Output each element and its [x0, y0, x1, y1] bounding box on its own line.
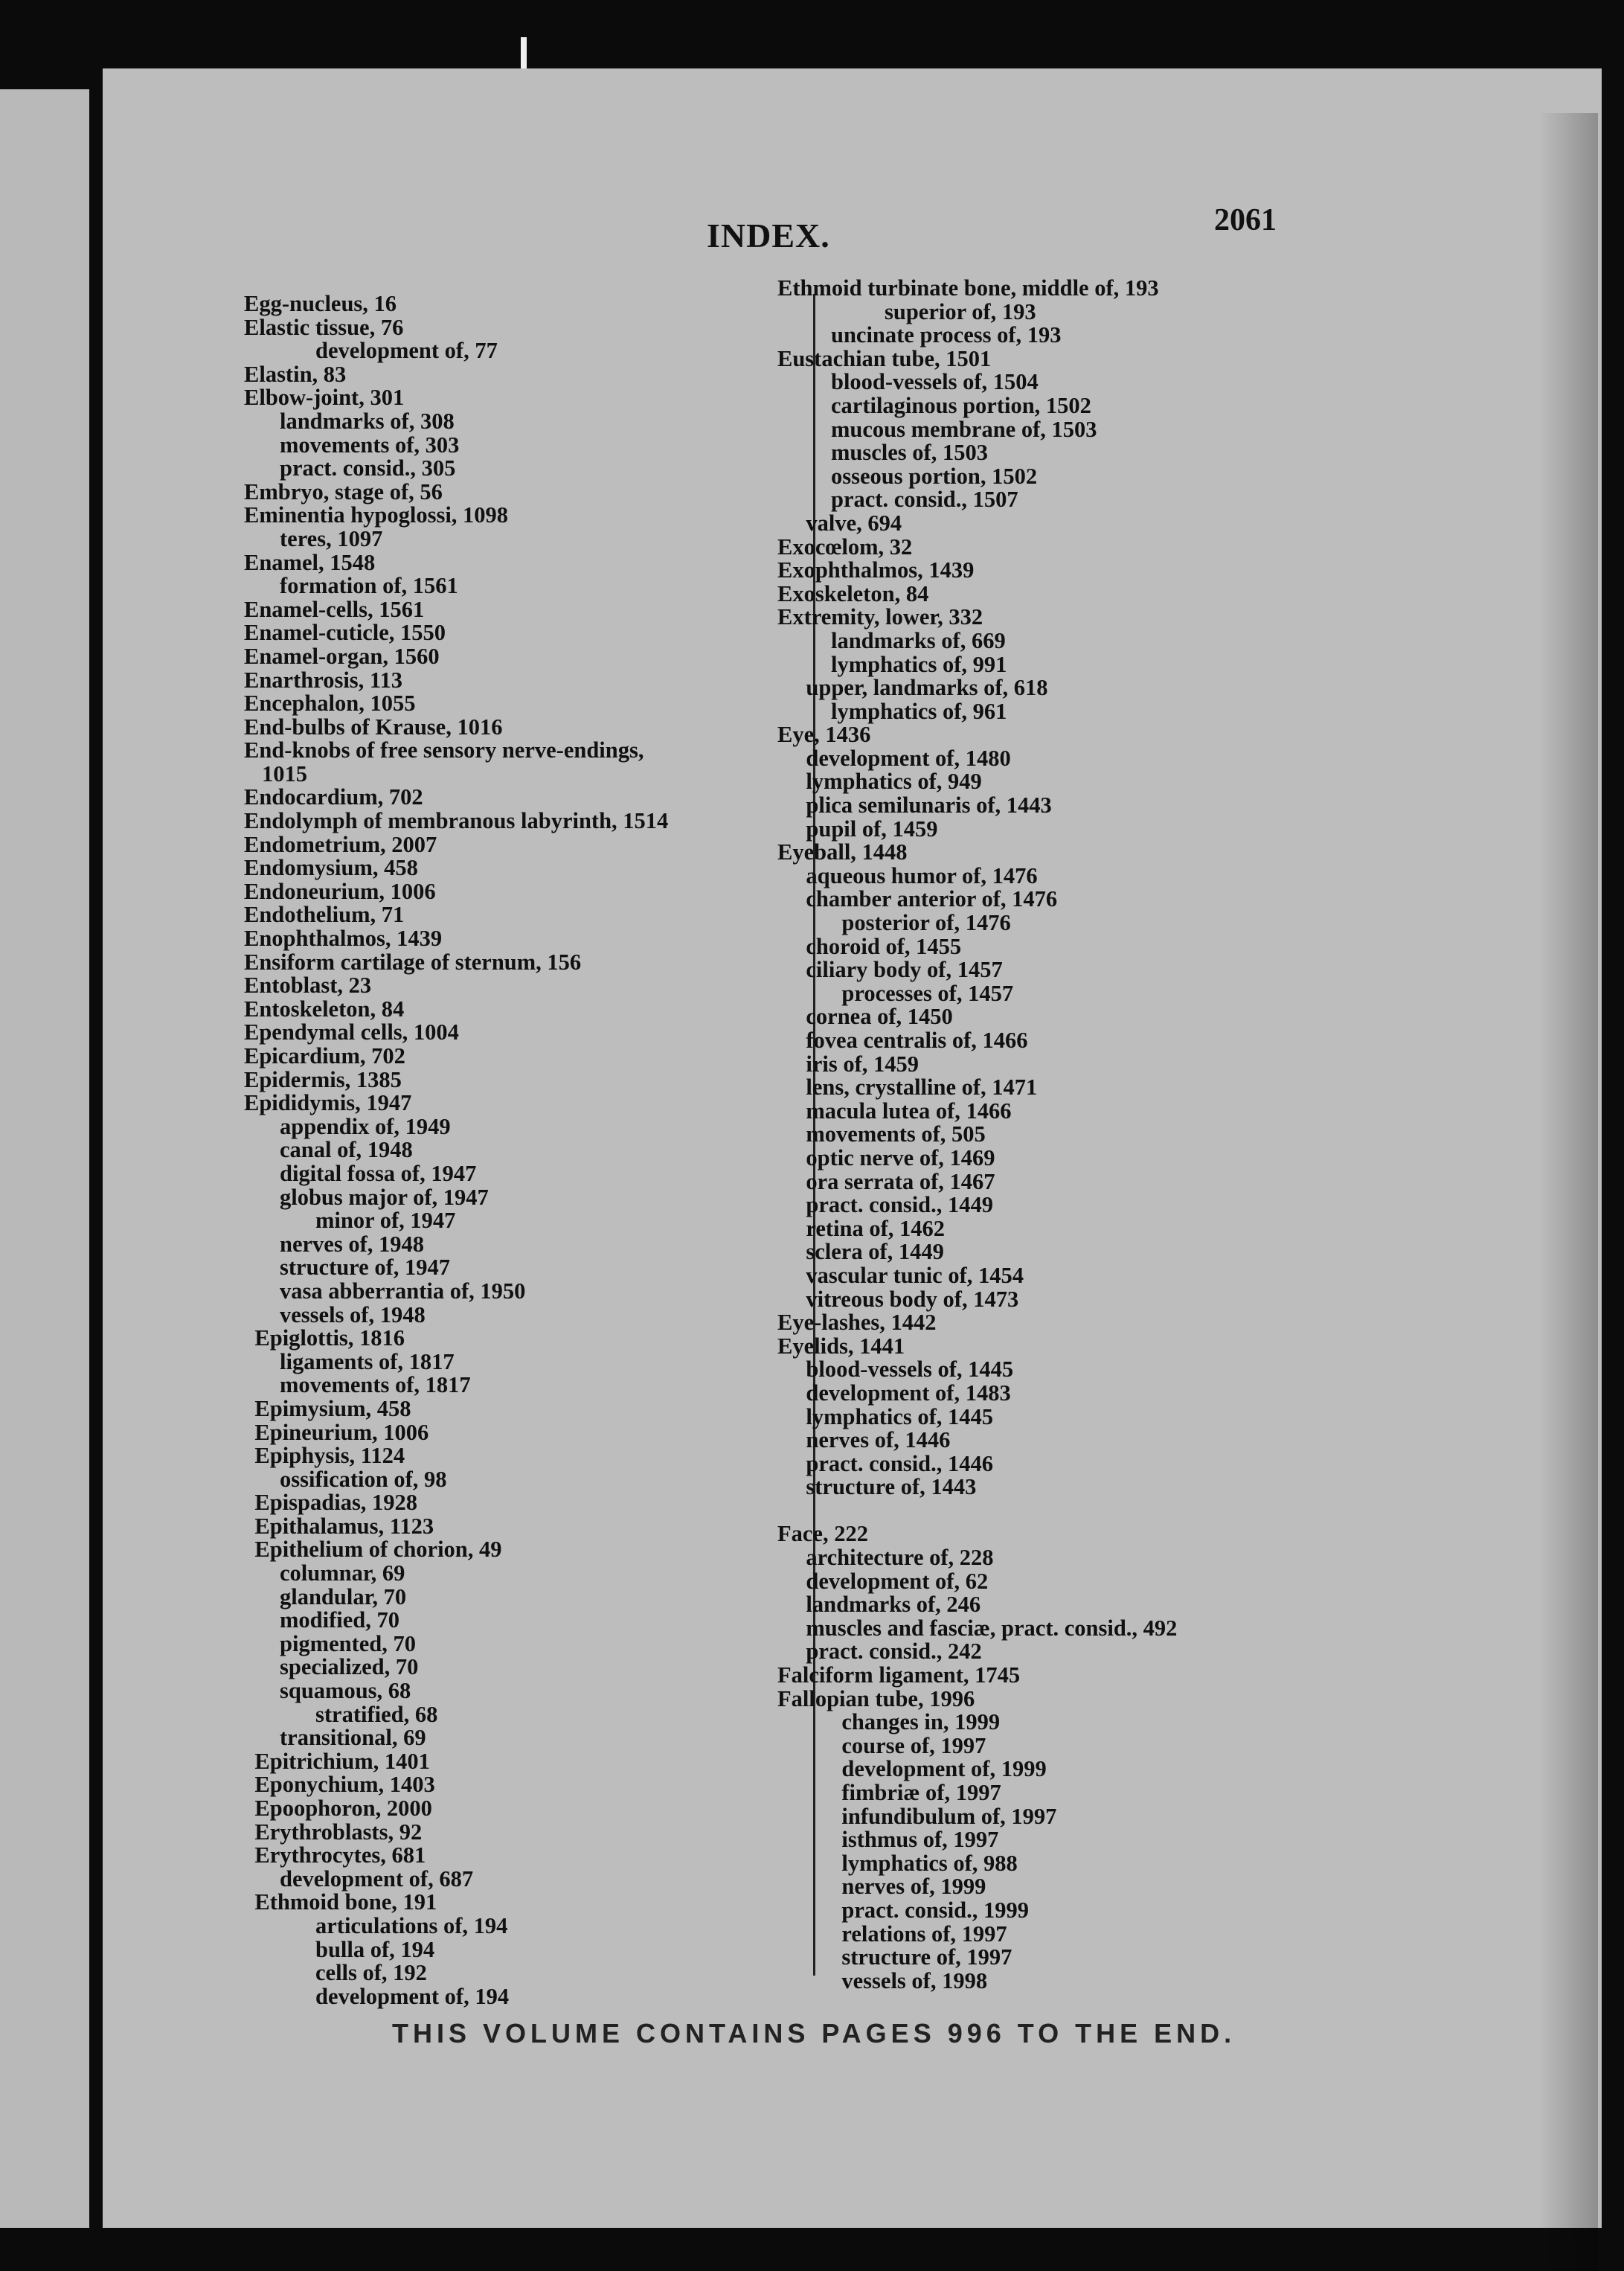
index-entry: uncinate process of, 193 [831, 322, 1062, 348]
index-entry: cells of, 192 [315, 1960, 427, 1986]
index-entry: glandular, 70 [280, 1583, 407, 1609]
index-entry: End-bulbs of Krause, 1016 [244, 714, 503, 740]
index-entry: Endoneurium, 1006 [244, 878, 436, 904]
index-entry: Embryo, stage of, 56 [244, 478, 443, 505]
index-entry: Epidermis, 1385 [244, 1066, 402, 1092]
index-entry: muscles and fasciæ, pract. consid., 492 [806, 1615, 1178, 1641]
index-entry: structure of, 1997 [841, 1944, 1012, 1970]
index-entry: Epineurium, 1006 [254, 1419, 429, 1445]
index-entry: Enamel, 1548 [244, 549, 376, 575]
index-entry: canal of, 1948 [280, 1137, 413, 1163]
index-entry: Falciform ligament, 1745 [777, 1662, 1021, 1688]
index-entry: pigmented, 70 [280, 1630, 416, 1656]
index-entry: Endolymph of membranous labyrinth, 1514 [244, 808, 669, 834]
index-entry: pract. consid., 242 [806, 1639, 982, 1665]
index-entry: Ensiform cartilage of sternum, 156 [244, 949, 582, 975]
index-entry: squamous, 68 [280, 1678, 411, 1704]
index-entry: iris of, 1459 [806, 1051, 919, 1077]
index-entry: development of, 1480 [806, 745, 1011, 771]
index-entry: Extremity, lower, 332 [777, 604, 983, 630]
index-entry: Entoblast, 23 [244, 973, 372, 999]
index-entry: articulations of, 194 [315, 1912, 508, 1938]
index-entry: vascular tunic of, 1454 [806, 1262, 1024, 1288]
index-entry: superior of, 193 [885, 298, 1036, 324]
index-entry: muscles of, 1503 [831, 440, 988, 466]
index-entry: pract. consid., 1446 [806, 1450, 994, 1476]
index-entry: relations of, 1997 [841, 1921, 1007, 1947]
index-entry: teres, 1097 [280, 525, 383, 551]
page-title: INDEX. [707, 217, 830, 254]
index-entry: modified, 70 [280, 1607, 399, 1633]
index-entry: development of, 687 [280, 1865, 474, 1892]
index-entry: bulla of, 194 [315, 1936, 435, 1962]
facing-page-edge [0, 89, 89, 2228]
index-entry: Ethmoid bone, 191 [254, 1889, 437, 1915]
index-entry: Epispadias, 1928 [254, 1490, 418, 1516]
index-entry: fovea centralis of, 1466 [806, 1028, 1028, 1053]
index-entry: Eyeball, 1448 [777, 839, 908, 865]
index-entry: lymphatics of, 961 [831, 698, 1007, 724]
index-entry: nerves of, 1999 [841, 1874, 986, 1900]
index-entry: pract. consid., 1507 [831, 487, 1018, 513]
index-entry: pract. consid., 1999 [841, 1897, 1030, 1923]
index-entry: movements of, 303 [280, 432, 460, 458]
index-entry: lymphatics of, 991 [831, 651, 1007, 677]
index-entry: appendix of, 1949 [280, 1113, 451, 1139]
index-entry: Eye-lashes, 1442 [777, 1310, 937, 1336]
page-curl-shadow [1538, 113, 1598, 2271]
index-entry: Exoskeleton, 84 [777, 580, 929, 606]
index-entry: Epimysium, 458 [254, 1395, 411, 1421]
index-entry: Endocardium, 702 [244, 784, 423, 810]
index-entry: structure of, 1947 [280, 1255, 450, 1281]
index-entry: ossification of, 98 [280, 1466, 447, 1492]
index-entry: vessels of, 1948 [280, 1301, 426, 1327]
index-entry: upper, landmarks of, 618 [806, 675, 1048, 701]
index-column-right [777, 277, 1177, 1993]
index-entry: Enophthalmos, 1439 [244, 926, 443, 952]
index-entry: Endometrium, 2007 [244, 831, 437, 857]
index-entry: Face, 222 [777, 1521, 868, 1547]
index-entry: nerves of, 1948 [280, 1231, 424, 1257]
volume-note: THIS VOLUME CONTAINS PAGES 996 TO THE END. [392, 2018, 1236, 2049]
index-entry: ciliary body of, 1457 [806, 957, 1003, 983]
index-entry: blood-vessels of, 1445 [806, 1356, 1014, 1383]
index-entry: Eye, 1436 [777, 722, 871, 748]
index-entry: Ethmoid turbinate bone, middle of, 193 [777, 275, 1159, 301]
index-entry: Epiphysis, 1124 [254, 1443, 405, 1469]
index-entry: movements of, 1817 [280, 1372, 471, 1398]
index-entry: Eustachian tube, 1501 [777, 345, 992, 371]
index-entry: processes of, 1457 [841, 980, 1014, 1006]
index-entry: Erythrocytes, 681 [254, 1842, 426, 1868]
index-entry: End-knobs of free sensory nerve-endings, [244, 737, 644, 763]
index-entry: sclera of, 1449 [806, 1239, 944, 1265]
index-entry: osseous portion, 1502 [831, 463, 1038, 489]
index-entry: Egg-nucleus, 16 [244, 291, 397, 316]
index-entry: globus major of, 1947 [280, 1184, 489, 1210]
index-entry: Exophthalmos, 1439 [777, 557, 975, 583]
index-entry: pract. consid., 305 [280, 455, 456, 481]
index-entry: Endothelium, 71 [244, 902, 405, 928]
index-entry: architecture of, 228 [806, 1545, 994, 1571]
index-column-left [244, 292, 668, 2008]
index-entry: Eminentia hypoglossi, 1098 [244, 502, 509, 528]
index-entry: blood-vessels of, 1504 [831, 369, 1039, 395]
index-entry: Elastic tissue, 76 [244, 314, 404, 340]
index-entry: Enarthrosis, 113 [244, 667, 402, 693]
index-entry: formation of, 1561 [280, 573, 458, 599]
index-entry: Enamel-organ, 1560 [244, 643, 440, 669]
index-entry: ora serrata of, 1467 [806, 1168, 995, 1194]
index-entry: mucous membrane of, 1503 [831, 416, 1097, 442]
index-entry: Erythroblasts, 92 [254, 1819, 423, 1845]
index-entry: Eponychium, 1403 [254, 1772, 435, 1798]
page-number: 2061 [1214, 203, 1277, 237]
index-entry: Enamel-cells, 1561 [244, 596, 425, 622]
index-entry: Epitrichium, 1401 [254, 1748, 430, 1774]
index-entry: Elbow-joint, 301 [244, 385, 405, 411]
index-entry: nerves of, 1446 [806, 1427, 951, 1453]
index-entry: lymphatics of, 1445 [806, 1403, 994, 1429]
index-entry: retina of, 1462 [806, 1215, 946, 1241]
index-entry: Fallopian tube, 1996 [777, 1685, 975, 1711]
index-entry: cornea of, 1450 [806, 1004, 953, 1030]
index-entry: aqueous humor of, 1476 [806, 862, 1038, 888]
index-entry: Eyelids, 1441 [777, 1333, 905, 1359]
index-entry: optic nerve of, 1469 [806, 1144, 995, 1170]
index-entry: movements of, 505 [806, 1121, 986, 1147]
index-entry: development of, 1483 [806, 1380, 1011, 1406]
index-entry: pract. consid., 1449 [806, 1192, 994, 1218]
index-entry: lens, crystalline of, 1471 [806, 1074, 1038, 1101]
index-entry: Elastin, 83 [244, 361, 347, 387]
index-entry: specialized, 70 [280, 1654, 419, 1680]
index-entry: Entoskeleton, 84 [244, 996, 405, 1022]
index-entry: pupil of, 1459 [806, 816, 938, 842]
index-entry: Epididymis, 1947 [244, 1090, 412, 1116]
index-entry: columnar, 69 [280, 1560, 405, 1586]
index-entry: macula lutea of, 1466 [806, 1098, 1012, 1124]
index-entry: cartilaginous portion, 1502 [831, 392, 1091, 418]
index-entry: ligaments of, 1817 [280, 1348, 455, 1374]
index-entry: transitional, 69 [280, 1725, 426, 1751]
index-entry: minor of, 1947 [315, 1208, 456, 1234]
index-entry: posterior of, 1476 [841, 910, 1011, 936]
index-entry: development of, 1999 [841, 1756, 1047, 1782]
index-entry: choroid of, 1455 [806, 933, 962, 959]
index-entry: plica semilunaris of, 1443 [806, 792, 1052, 819]
index-entry: Epithelium of chorion, 49 [254, 1537, 502, 1563]
index-entry: chamber anterior of, 1476 [806, 886, 1058, 912]
index-entry: Ependymal cells, 1004 [244, 1019, 459, 1045]
index-entry: lymphatics of, 949 [806, 769, 982, 795]
index-entry: landmarks of, 246 [806, 1592, 981, 1618]
index-entry: Encephalon, 1055 [244, 691, 416, 717]
index-entry: vitreous body of, 1473 [806, 1286, 1019, 1312]
index-entry: Endomysium, 458 [244, 855, 418, 881]
index-entry: structure of, 1443 [806, 1474, 977, 1500]
index-section-gap [777, 1499, 1177, 1523]
index-entry: Epicardium, 702 [244, 1043, 405, 1069]
index-entry: 1015 [262, 760, 307, 787]
index-entry: isthmus of, 1997 [841, 1827, 999, 1853]
index-entry: valve, 694 [806, 510, 902, 536]
index-entry: vasa abberrantia of, 1950 [280, 1278, 526, 1304]
index-entry: development of, 62 [806, 1568, 989, 1594]
index-entry: stratified, 68 [315, 1701, 438, 1727]
index-entry: lymphatics of, 988 [841, 1850, 1018, 1876]
index-entry: development of, 194 [315, 1983, 510, 2009]
index-entry: development of, 77 [315, 338, 498, 364]
index-entry: Epiglottis, 1816 [254, 1325, 405, 1351]
index-entry: landmarks of, 308 [280, 408, 455, 434]
index-entry: digital fossa of, 1947 [280, 1160, 477, 1186]
index-entry: Exocœlom, 32 [777, 534, 913, 560]
index-entry: Enamel-cuticle, 1550 [244, 620, 446, 646]
index-entry: vessels of, 1998 [841, 1967, 988, 1993]
index-entry: changes in, 1999 [841, 1709, 1001, 1735]
index-entry: fimbriæ of, 1997 [841, 1780, 1001, 1805]
index-entry: infundibulum of, 1997 [841, 1803, 1057, 1829]
index-entry: Epithalamus, 1123 [254, 1513, 434, 1539]
index-entry: course of, 1997 [841, 1732, 986, 1758]
index-entry: landmarks of, 669 [831, 627, 1006, 653]
index-entry: Epoophoron, 2000 [254, 1796, 432, 1821]
